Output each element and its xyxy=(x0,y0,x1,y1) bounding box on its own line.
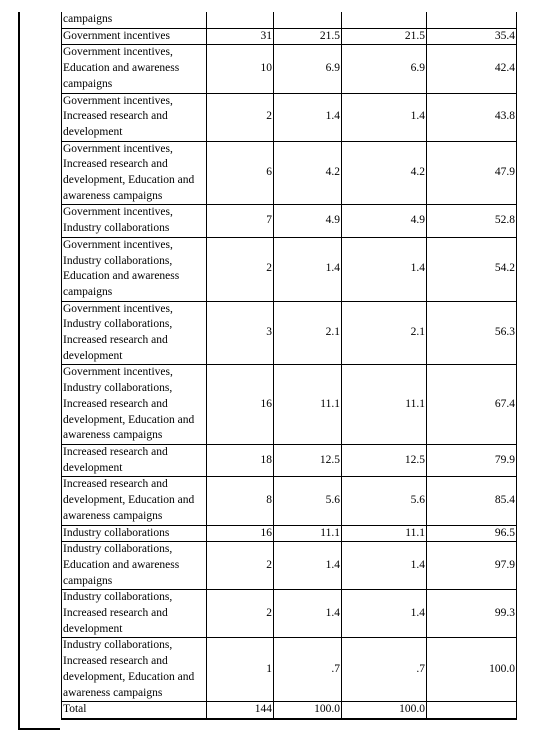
frequency-cell: 31 xyxy=(207,28,274,45)
row-label-cell: Industry collaborations, Education and awareness campaigns xyxy=(62,542,207,590)
cumulative-percent-cell: 97.9 xyxy=(427,542,517,590)
frequency-cell: 7 xyxy=(207,205,274,237)
percent-cell: 6.9 xyxy=(274,45,342,93)
cumulative-percent-cell: 56.3 xyxy=(427,301,517,365)
percent-cell: 1.4 xyxy=(274,542,342,590)
frequency-table-body xyxy=(62,12,517,719)
percent-cell: 12.5 xyxy=(274,444,342,476)
empty-cell xyxy=(342,12,427,28)
cumulative-percent-cell: 35.4 xyxy=(427,28,517,45)
cumulative-percent-cell: 54.2 xyxy=(427,237,517,301)
valid-percent-cell: 4.9 xyxy=(342,205,427,237)
frequency-cell: 3 xyxy=(207,301,274,365)
cumulative-percent-cell: 85.4 xyxy=(427,477,517,525)
empty-cell xyxy=(207,12,274,28)
valid-percent-cell: 100.0 xyxy=(342,702,427,719)
table-row xyxy=(62,444,517,476)
table-row xyxy=(62,365,517,445)
table-row xyxy=(62,93,517,141)
cumulative-percent-cell: 43.8 xyxy=(427,93,517,141)
table-row-continued xyxy=(62,12,517,28)
frequency-table-page xyxy=(18,12,515,730)
empty-cell xyxy=(427,12,517,28)
valid-percent-cell: 4.2 xyxy=(342,141,427,205)
frequency-cell: 16 xyxy=(207,365,274,445)
row-label-cell: Increased research and development, Education and awareness campaigns xyxy=(62,477,207,525)
table-row xyxy=(62,477,517,525)
percent-cell: 11.1 xyxy=(274,365,342,445)
row-label-cell: Total xyxy=(62,702,207,719)
empty-cell xyxy=(274,12,342,28)
cumulative-percent-cell: 47.9 xyxy=(427,141,517,205)
frequency-cell: 2 xyxy=(207,237,274,301)
frequency-cell: 2 xyxy=(207,542,274,590)
percent-cell: 4.9 xyxy=(274,205,342,237)
percent-cell: 100.0 xyxy=(274,702,342,719)
percent-cell: 11.1 xyxy=(274,525,342,542)
frequency-cell: 6 xyxy=(207,141,274,205)
frequency-cell: 1 xyxy=(207,638,274,702)
cumulative-percent-cell: 99.3 xyxy=(427,590,517,638)
percent-cell: 1.4 xyxy=(274,237,342,301)
row-label-cell: Industry collaborations xyxy=(62,525,207,542)
continued-label-cell: campaigns xyxy=(62,12,207,28)
percent-cell: 5.6 xyxy=(274,477,342,525)
valid-percent-cell: 11.1 xyxy=(342,365,427,445)
percent-cell: 2.1 xyxy=(274,301,342,365)
valid-percent-cell: 1.4 xyxy=(342,542,427,590)
row-label-cell: Government incentives, Industry collaborations, Increased research and development, Education and awareness campaigns xyxy=(62,365,207,445)
table-row xyxy=(62,45,517,93)
cumulative-percent-cell: 79.9 xyxy=(427,444,517,476)
cumulative-percent-cell: 100.0 xyxy=(427,638,517,702)
cumulative-percent-cell xyxy=(427,702,517,719)
row-label-cell: Increased research and development xyxy=(62,444,207,476)
table-row xyxy=(62,301,517,365)
row-label-cell: Government incentives, Industry collaborations, Increased research and development xyxy=(62,301,207,365)
cumulative-percent-cell: 67.4 xyxy=(427,365,517,445)
frequency-cell: 8 xyxy=(207,477,274,525)
valid-percent-cell: 1.4 xyxy=(342,590,427,638)
table-row xyxy=(62,205,517,237)
row-label-cell: Industry collaborations, Increased research and development, Education and awareness campaigns xyxy=(62,638,207,702)
table-row xyxy=(62,638,517,702)
table-row-total xyxy=(62,702,517,719)
valid-percent-cell: 1.4 xyxy=(342,93,427,141)
valid-percent-cell: 11.1 xyxy=(342,525,427,542)
percent-cell: 1.4 xyxy=(274,590,342,638)
frequency-cell: 16 xyxy=(207,525,274,542)
row-label-cell: Government incentives, Increased research and development, Education and awareness campaigns xyxy=(62,141,207,205)
table-row xyxy=(62,542,517,590)
row-label-cell: Government incentives, Education and awareness campaigns xyxy=(62,45,207,93)
table-row xyxy=(62,237,517,301)
valid-percent-cell: 1.4 xyxy=(342,237,427,301)
frequency-cell: 10 xyxy=(207,45,274,93)
percent-cell: .7 xyxy=(274,638,342,702)
valid-percent-cell: 21.5 xyxy=(342,28,427,45)
valid-percent-cell: 12.5 xyxy=(342,444,427,476)
frequency-cell: 2 xyxy=(207,590,274,638)
cumulative-percent-cell: 42.4 xyxy=(427,45,517,93)
table-row xyxy=(62,141,517,205)
percent-cell: 1.4 xyxy=(274,93,342,141)
valid-percent-cell: 2.1 xyxy=(342,301,427,365)
row-label-cell: Industry collaborations, Increased research and development xyxy=(62,590,207,638)
frequency-cell: 144 xyxy=(207,702,274,719)
valid-percent-cell: 6.9 xyxy=(342,45,427,93)
frequency-table xyxy=(61,12,517,720)
row-label-cell: Government incentives, Increased research and development xyxy=(62,93,207,141)
percent-cell: 21.5 xyxy=(274,28,342,45)
valid-percent-cell: .7 xyxy=(342,638,427,702)
table-row xyxy=(62,590,517,638)
percent-cell: 4.2 xyxy=(274,141,342,205)
row-label-cell: Government incentives, Industry collaborations xyxy=(62,205,207,237)
frequency-cell: 18 xyxy=(207,444,274,476)
table-row xyxy=(62,525,517,542)
row-group-column xyxy=(18,12,60,730)
cumulative-percent-cell: 52.8 xyxy=(427,205,517,237)
row-label-cell: Government incentives xyxy=(62,28,207,45)
row-label-cell: Government incentives, Industry collaborations, Education and awareness campaigns xyxy=(62,237,207,301)
table-row xyxy=(62,28,517,45)
valid-percent-cell: 5.6 xyxy=(342,477,427,525)
cumulative-percent-cell: 96.5 xyxy=(427,525,517,542)
frequency-cell: 2 xyxy=(207,93,274,141)
